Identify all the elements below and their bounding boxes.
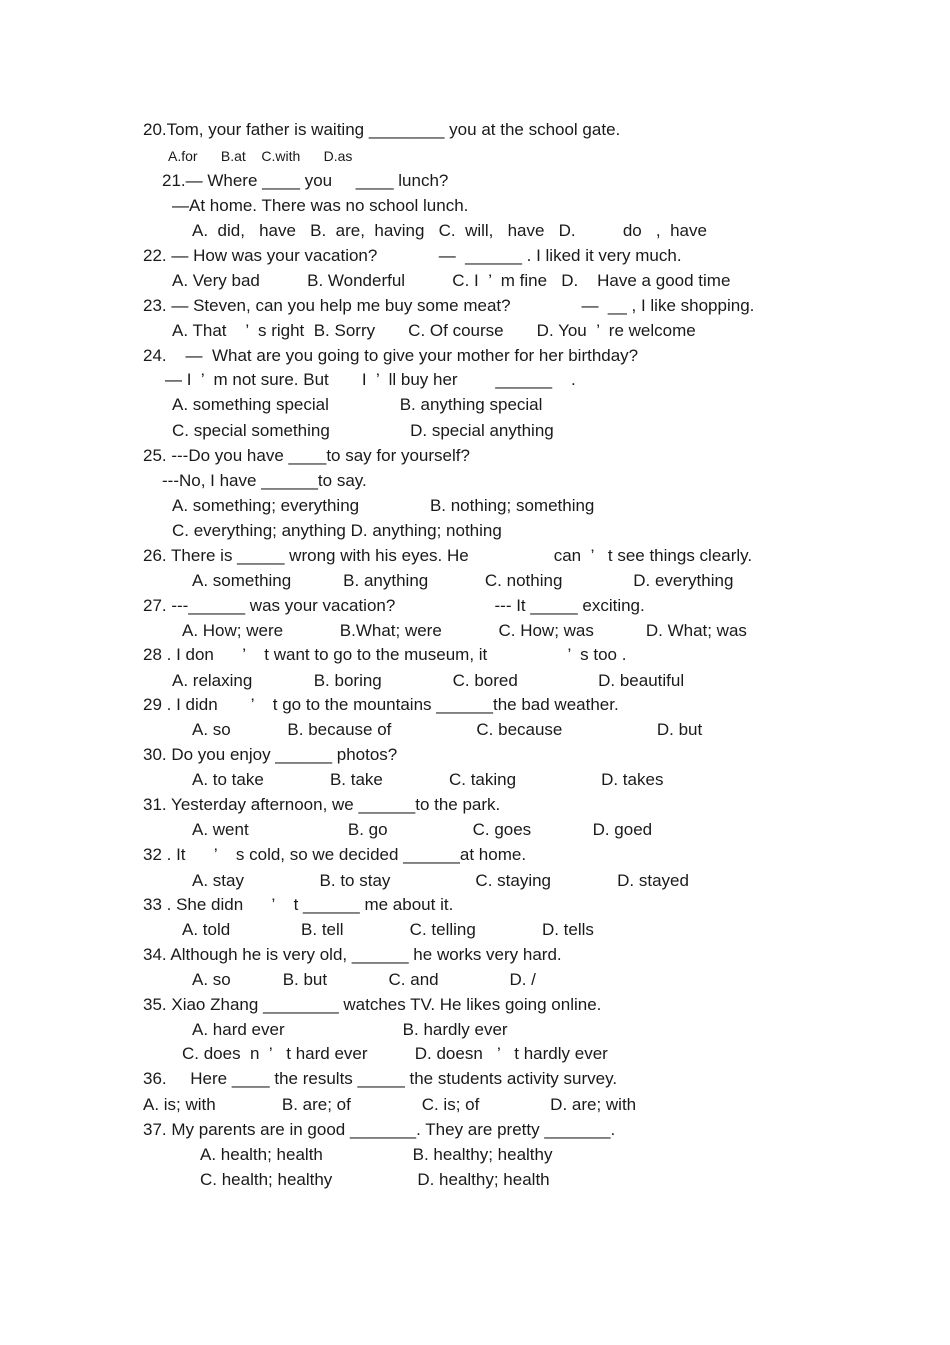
- question-25-options-ab: A. something; everything B. nothing; something: [172, 496, 595, 515]
- question-26: 26. There is _____ wrong with his eyes. He can ’ t see things clearly.: [143, 546, 753, 565]
- question-36: 36. Here ____ the results _____ the students activity survey.: [143, 1069, 618, 1088]
- question-30: 30. Do you enjoy ______ photos?: [143, 745, 398, 764]
- question-24: 24. — What are you going to give your mother for her birthday?: [143, 346, 639, 365]
- question-37-options-cd: C. health; healthy D. healthy; health: [200, 1170, 550, 1189]
- question-32: 32 . It ’ s cold, so we decided ______at home.: [143, 845, 527, 864]
- question-29-options: A. so B. because of C. because D. but: [192, 720, 703, 739]
- question-35-options-ab: A. hard ever B. hardly ever: [192, 1020, 508, 1039]
- question-34-options: A. so B. but C. and D. /: [192, 970, 536, 989]
- question-32-options: A. stay B. to stay C. staying D. stayed: [192, 871, 689, 890]
- question-21-options: A. did, have B. are, having C. will, have D. do , have: [192, 221, 707, 240]
- question-22: 22. — How was your vacation? — ______ . I liked it very much.: [143, 246, 682, 265]
- question-28: 28 . I don ’ t want to go to the museum, it ’ s too .: [143, 645, 627, 664]
- question-24-options-cd: C. special something D. special anything: [172, 421, 554, 440]
- question-24-answer: — I ’ m not sure. But I ’ ll buy her ______ .: [165, 370, 576, 389]
- question-24-options-ab: A. something special B. anything special: [172, 395, 543, 414]
- question-20: 20.Tom, your father is waiting ________ you at the school gate.: [143, 120, 621, 139]
- question-35: 35. Xiao Zhang ________ watches TV. He likes going online.: [143, 995, 602, 1014]
- question-22-options: A. Very bad B. Wonderful C. I ’ m fine D. Have a good time: [172, 271, 731, 290]
- question-21-answer: —At home. There was no school lunch.: [172, 196, 469, 215]
- question-25: 25. ---Do you have ____to say for yourself?: [143, 446, 470, 465]
- question-30-options: A. to take B. take C. taking D. takes: [192, 770, 664, 789]
- question-27-options: A. How; were B.What; were C. How; was D. What; was: [182, 621, 747, 640]
- question-36-options: A. is; with B. are; of C. is; of D. are; with: [143, 1095, 637, 1114]
- question-37: 37. My parents are in good _______. They are pretty _______.: [143, 1120, 616, 1139]
- question-35-options-cd: C. does n ’ t hard ever D. doesn ’ t hardly ever: [182, 1044, 608, 1063]
- question-33: 33 . She didn ’ t ______ me about it.: [143, 895, 454, 914]
- question-23-options: A. That ’ s right B. Sorry C. Of course D. You ’ re welcome: [172, 321, 696, 340]
- question-31-options: A. went B. go C. goes D. goed: [192, 820, 653, 839]
- question-34: 34. Although he is very old, ______ he works very hard.: [143, 945, 562, 964]
- question-29: 29 . I didn ’ t go to the mountains ______the bad weather.: [143, 695, 619, 714]
- question-23: 23. — Steven, can you help me buy some meat? — __ , I like shopping.: [143, 296, 755, 315]
- question-27: 27. ---______ was your vacation? --- It _____ exciting.: [143, 596, 645, 615]
- question-37-options-ab: A. health; health B. healthy; healthy: [200, 1145, 553, 1164]
- question-25-answer: ---No, I have ______to say.: [162, 471, 367, 490]
- question-20-options: A.for B.at C.with D.as: [168, 148, 353, 164]
- question-31: 31. Yesterday afternoon, we ______to the park.: [143, 795, 501, 814]
- question-25-options-cd: C. everything; anything D. anything; nothing: [172, 521, 502, 540]
- question-28-options: A. relaxing B. boring C. bored D. beautiful: [172, 671, 685, 690]
- question-33-options: A. told B. tell C. telling D. tells: [182, 920, 594, 939]
- question-21: 21.— Where ____ you ____ lunch?: [162, 171, 449, 190]
- question-26-options: A. something B. anything C. nothing D. everything: [192, 571, 734, 590]
